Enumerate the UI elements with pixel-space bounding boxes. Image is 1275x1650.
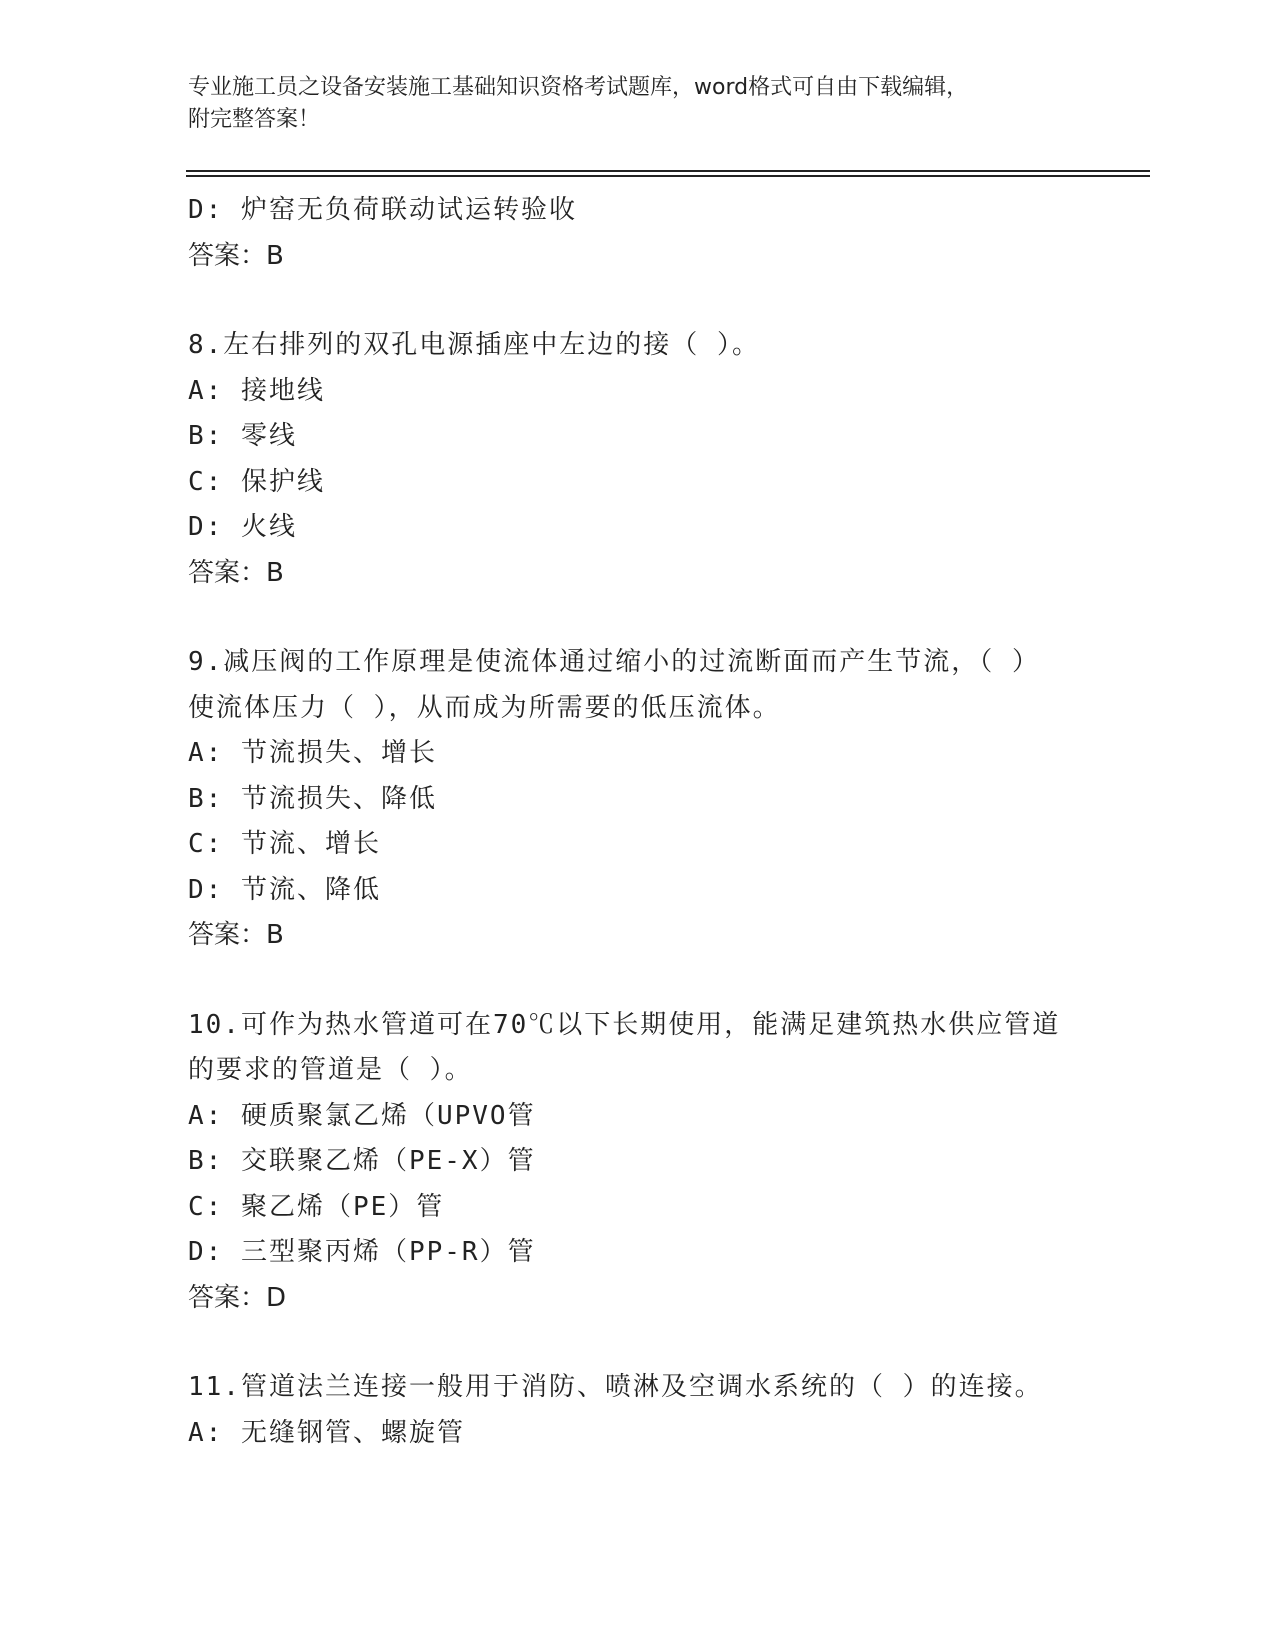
question-gap <box>188 959 1088 1003</box>
header-divider-bottom <box>186 175 1150 177</box>
question-stem: 10.可作为热水管道可在70℃以下长期使用，能满足建筑热水供应管道 <box>188 1009 1061 1040</box>
document-header <box>188 72 1068 136</box>
question-gap <box>188 1321 1088 1365</box>
answer-line: 答案：B <box>188 240 284 271</box>
option-a: A: 接地线 <box>188 375 325 406</box>
question-stem: 8.左右排列的双孔电源插座中左边的接（ ）。 <box>188 330 760 360</box>
header-divider-top <box>186 170 1150 172</box>
option-b: B: 零线 <box>188 421 297 451</box>
question-stem: 11.管道法兰连接一般用于消防、喷淋及空调水系统的（ ）的连接。 <box>188 1372 1043 1402</box>
question-8 <box>188 323 1088 596</box>
option-d: D: 火线 <box>188 512 297 542</box>
option-a: A: 节流损失、增长 <box>188 738 437 768</box>
option-a: A: 无缝钢管、螺旋管 <box>188 1417 465 1448</box>
question-9 <box>188 640 1088 959</box>
question-stem-cont: 的要求的管道是（ ）。 <box>188 1055 473 1085</box>
option-c: C: 节流、增长 <box>188 829 381 859</box>
option-c: C: 保护线 <box>188 466 325 497</box>
question-11 <box>188 1365 1088 1456</box>
question-gap <box>188 596 1088 640</box>
question-stem: 9.减压阀的工作原理是使流体通过缩小的过流断面而产生节流，（ ） <box>188 647 1040 677</box>
answer-line: 答案：B <box>188 920 284 950</box>
option-b: B: 交联聚乙烯（PE-X）管 <box>188 1146 536 1176</box>
option-d: D: 炉窑无负荷联动试运转验收 <box>188 195 577 225</box>
header-line-2: 附完整答案！ <box>188 107 321 132</box>
header-line-1: 专业施工员之设备安装施工基础知识资格考试题库，word格式可自由下载编辑， <box>188 75 969 100</box>
question-gap <box>188 279 1088 323</box>
answer-line: 答案：B <box>188 557 284 588</box>
question-stem-cont: 使流体压力（ ），从而成为所需要的低压流体。 <box>188 692 781 723</box>
question-content <box>188 188 1088 1456</box>
option-c: C: 聚乙烯（PE）管 <box>188 1191 445 1222</box>
option-a: A: 硬质聚氯乙烯（UPVO管 <box>188 1100 536 1131</box>
option-d: D: 三型聚丙烯（PP-R）管 <box>188 1237 536 1267</box>
question-10 <box>188 1003 1088 1322</box>
option-b: B: 节流损失、降低 <box>188 783 437 814</box>
option-d: D: 节流、降低 <box>188 874 381 905</box>
answer-line: 答案：D <box>188 1282 287 1313</box>
